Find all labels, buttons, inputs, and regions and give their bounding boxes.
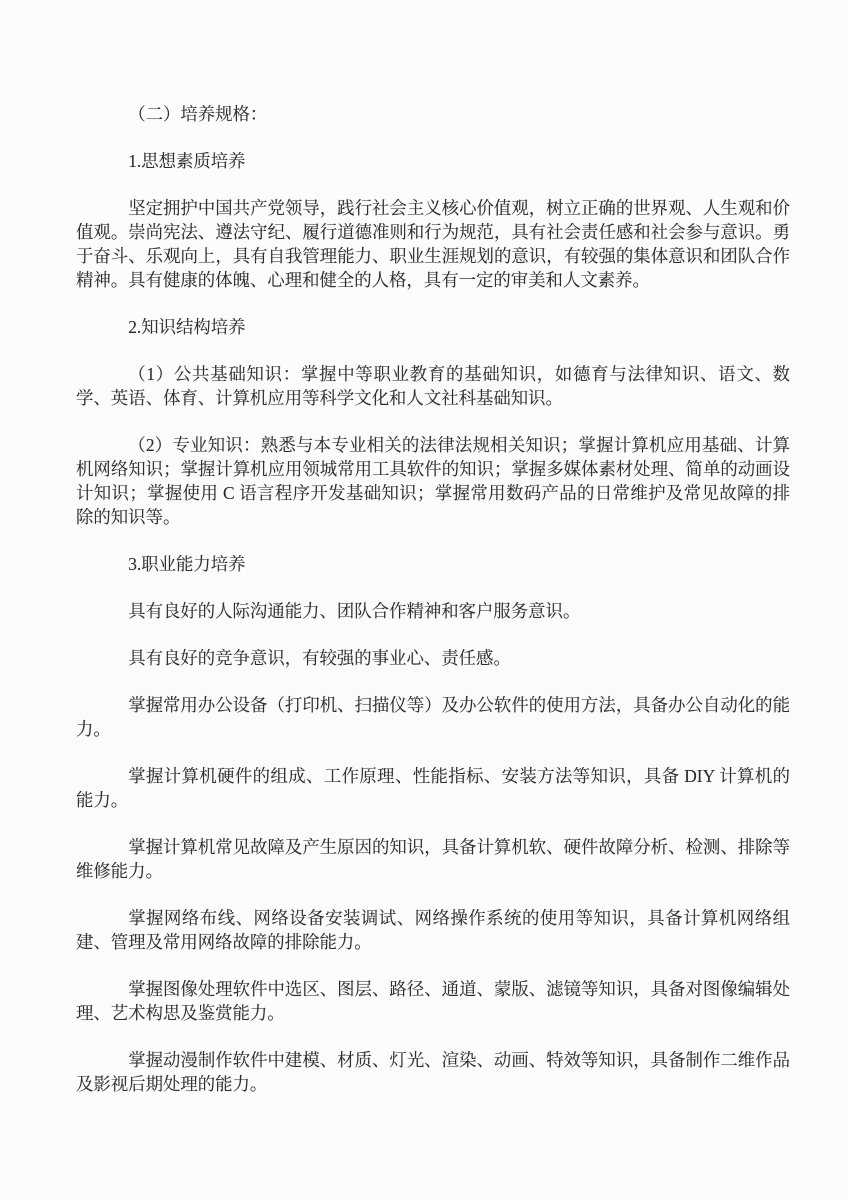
para-professional-knowledge: （2）专业知识：熟悉与本专业相关的法律法规相关知识；掌握计算机应用基础、计算机网络知识；掌握计算机应用领城常用工具软件的知识；掌握多媒体素材处理、简单的动画设计知识；掌握使用 C 语言程序开发基础知识；掌握常用数码产品的日常维护及常见故障的排除的知识等。 (76, 435, 790, 527)
para-computer-hardware: 掌握计算机硬件的组成、工作原理、性能指标、安装方法等知识，具备 DIY 计算机的能力。 (76, 766, 790, 810)
para-network-building: 掌握网络布线、网络设备安装调试、网络操作系统的使用等知识，具备计算机网络组建、管理及常用网络故障的排除能力。 (76, 908, 790, 952)
heading-vocational-ability: 3.职业能力培养 (128, 554, 246, 574)
para-image-processing: 掌握图像处理软件中选区、图层、路径、通道、蒙版、滤镜等知识，具备对图像编辑处理、艺术构思及鉴赏能力。 (76, 979, 790, 1023)
document-body (76, 102, 790, 1119)
heading-knowledge-structure: 2.知识结构培养 (128, 317, 246, 337)
para-fault-repair: 掌握计算机常见故障及产生原因的知识，具备计算机软、硬件故障分析、检测、排除等维修能力。 (76, 837, 790, 881)
section-heading-training-specs: （二）培养规格： (128, 104, 268, 124)
para-communication-skills: 具有良好的人际沟通能力、团队合作精神和客户服务意识。 (128, 601, 581, 621)
para-animation-production: 掌握动漫制作软件中建模、材质、灯光、渲染、动画、特效等知识，具备制作二维作品及影视后期处理的能力。 (76, 1050, 790, 1094)
para-ideological-quality: 坚定拥护中国共产党领导，践行社会主义核心价值观，树立正确的世界观、人生观和价值观。崇尚宪法、遵法守纪、履行道德准则和行为规范，具有社会责任感和社会参与意识。勇于奋斗、乐观向上，具有自我管理能力、职业生涯规划的意识，有较强的集体意识和团队合作精神。具有健康的体魄、心理和健全的人格，具有一定的审美和人文素养。 (76, 198, 790, 290)
para-office-automation: 掌握常用办公设备（打印机、扫描仪等）及办公软件的使用方法，具备办公自动化的能力。 (76, 695, 790, 739)
para-competition-awareness: 具有良好的竞争意识，有较强的事业心、责任感。 (128, 648, 511, 668)
heading-ideological-quality: 1.思想素质培养 (128, 151, 246, 171)
para-general-knowledge: （1）公共基础知识：掌握中等职业教育的基础知识，如德育与法律知识、语文、数学、英语、体育、计算机应用等科学文化和人文社科基础知识。 (76, 364, 790, 408)
